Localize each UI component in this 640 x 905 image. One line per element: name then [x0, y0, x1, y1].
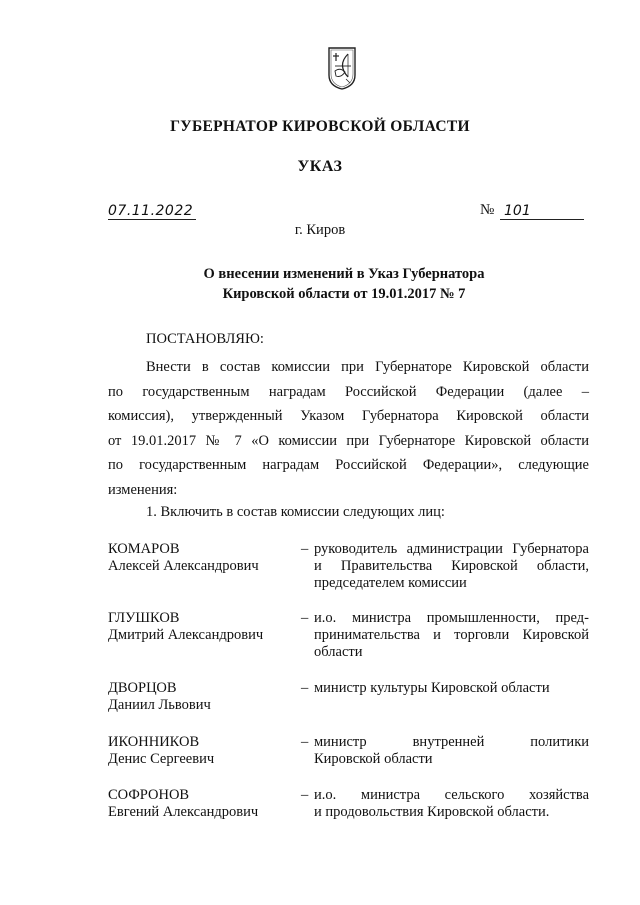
role-line: Кировской области [314, 751, 433, 767]
resolve-heading: ПОСТАНОВЛЯЮ: [146, 331, 264, 347]
paragraph-line: по государственным наградам Российской Федерации», следующие [108, 457, 589, 473]
role-line: министр культуры Кировской области [314, 680, 550, 696]
paragraph-line: изменения: [108, 481, 178, 498]
member-given-names: Евгений Александрович [108, 804, 259, 820]
member-role [314, 734, 589, 768]
member-role [314, 787, 589, 821]
member-surname: ИКОННИКОВ [108, 734, 200, 750]
role-line: и.о. министра промышленности, пред- [314, 610, 589, 626]
member-dash: – [301, 610, 309, 626]
member-surname: КОМАРОВ [108, 541, 180, 557]
member-surname: СОФРОНОВ [108, 787, 190, 803]
role-line: и Правительства Кировской области, [314, 558, 589, 574]
member-surname: ДВОРЦОВ [108, 680, 177, 696]
subject-line: Кировской области от 19.01.2017 № 7 [222, 286, 466, 302]
issuer-title: ГУБЕРНАТОР КИРОВСКОЙ ОБЛАСТИ [170, 118, 470, 135]
member-surname: ГЛУШКОВ [108, 610, 180, 626]
member-dash: – [301, 734, 309, 750]
item-paragraph [108, 500, 589, 525]
kirov-coat-of-arms-icon [326, 45, 358, 91]
role-line: председателем комиссии [314, 575, 467, 591]
member-name [108, 787, 298, 821]
number-sign: № [480, 202, 495, 218]
member-dash: – [301, 787, 309, 803]
paragraph-line: Внести в состав комиссии при Губернаторе Кировской области [146, 359, 589, 375]
member-name [108, 541, 298, 575]
member-role [314, 541, 589, 592]
document-type: УКАЗ [297, 158, 343, 175]
member-given-names: Дмитрий Александрович [108, 627, 264, 643]
member-role [314, 610, 589, 661]
role-line: министр внутренней политики [314, 734, 589, 750]
member-given-names: Алексей Александрович [108, 558, 259, 574]
subject-line: О внесении изменений в Указ Губернатора [203, 266, 485, 282]
member-given-names: Даниил Львович [108, 697, 211, 713]
member-name [108, 680, 298, 714]
member-name [108, 610, 298, 644]
member-dash: – [301, 541, 309, 557]
decree-date: 07.11.2022 [108, 203, 196, 220]
member-dash: – [301, 680, 309, 696]
city: г. Киров [294, 222, 346, 238]
member-given-names: Денис Сергеевич [108, 751, 215, 767]
paragraph-line: от 19.01.2017 № 7 «О комиссии при Губернаторе Кировской области [108, 432, 589, 449]
paragraph-line: 1. Включить в состав комиссии следующих лиц: [146, 504, 445, 520]
role-line: руководитель администрации Губернатора [314, 541, 589, 557]
role-line: области [314, 644, 363, 660]
role-line: принимательства и торговли Кировской [314, 627, 589, 643]
member-role [314, 680, 589, 697]
main-paragraph [108, 355, 589, 502]
member-name [108, 734, 298, 768]
paragraph-line: по государственным наградам Российской Федерации (далее – [108, 383, 589, 400]
paragraph-line: комиссия), утвержденный Указом Губернатора Кировской области [108, 408, 589, 424]
role-line: и продовольствия Кировской области. [314, 804, 550, 820]
decree-subject [0, 264, 640, 304]
role-line: и.о. министра сельского хозяйства [314, 787, 589, 803]
decree-number: 101 [500, 203, 584, 220]
